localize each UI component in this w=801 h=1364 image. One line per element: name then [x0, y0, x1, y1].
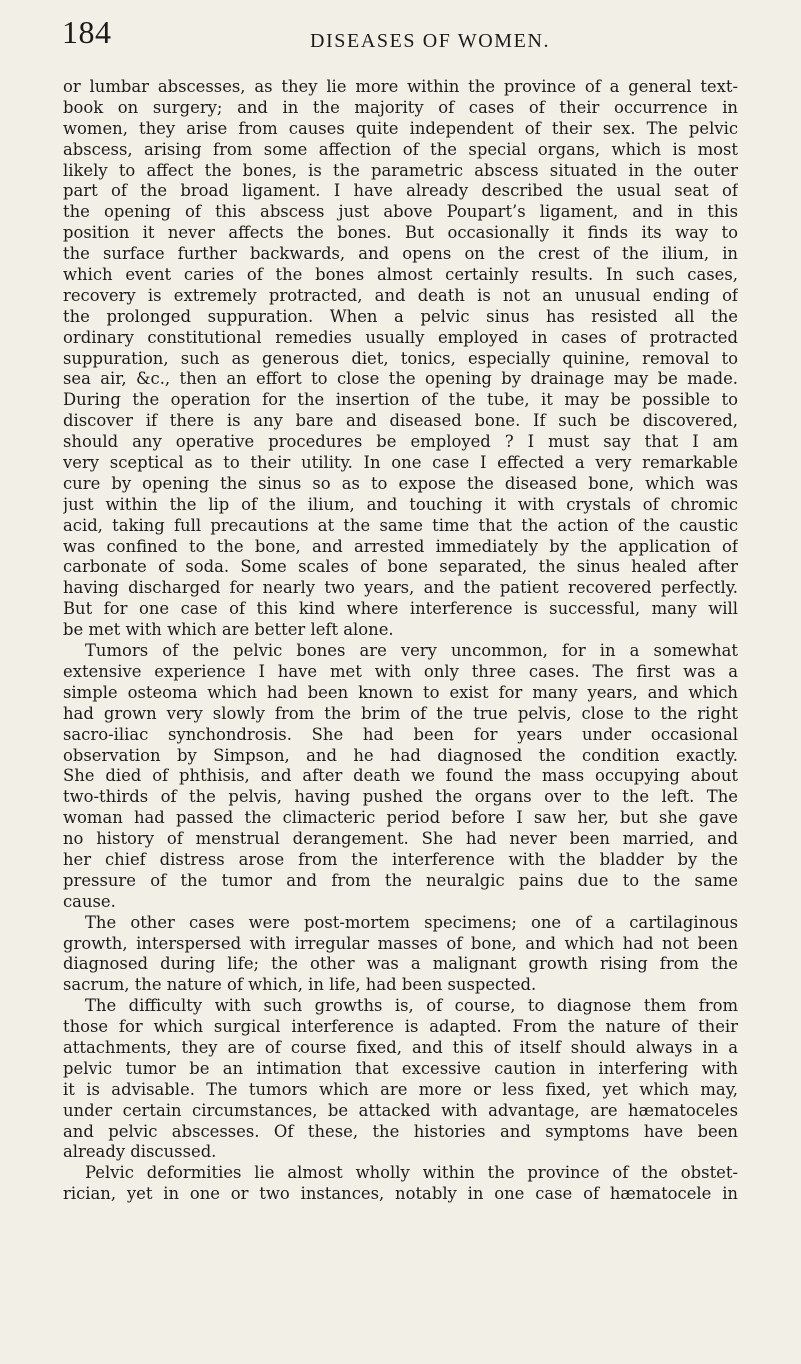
text-line: pressure of the tumor and from the neuralgic pains due to the same — [63, 870, 738, 890]
text-line: The difficulty with such growths is, of course, to diagnose them from — [85, 996, 738, 1016]
text-line: women, they arise from causes quite independent of their sex. The pelvic — [63, 118, 738, 138]
text-line: position it never affects the bones. But occasionally it finds its way to — [63, 223, 738, 243]
text-line: just within the lip of the ilium, and touching it with crystals of chromic — [63, 494, 738, 514]
text-line: had grown very slowly from the brim of the true pelvis, close to the right — [63, 703, 738, 723]
text-line: part of the broad ligament. I have already described the usual seat of — [63, 181, 738, 201]
text-line: She died of phthisis, and after death we found the mass occupying about — [63, 766, 738, 786]
text-line: recovery is extremely protracted, and death is not an unusual ending of — [63, 285, 738, 305]
text-line: cure by opening the sinus so as to expose the diseased bone, which was — [63, 473, 738, 493]
text-line: growth, interspersed with irregular masses of bone, and which had not been — [63, 933, 738, 953]
text-line: should any operative procedures be employed ? I must say that I am — [63, 432, 738, 452]
text-line: woman had passed the climacteric period before I saw her, but she gave — [63, 808, 738, 828]
text-line: or lumbar abscesses, as they lie more within the province of a general text- — [63, 77, 738, 96]
text-line: attachments, they are of course fixed, and this of itself should always in a — [63, 1037, 738, 1057]
text-line: the opening of this abscess just above Poupart’s ligament, and in this — [63, 202, 738, 222]
text-line: But for one case of this kind where interference is successful, many will — [63, 599, 738, 619]
text-line: sacrum, the nature of which, in life, had been suspected. — [63, 975, 537, 995]
text-line: acid, taking full precautions at the same time that the action of the caustic — [63, 515, 738, 535]
text-line: Tumors of the pelvic bones are very uncommon, for in a somewhat — [85, 641, 738, 661]
text-line: which event caries of the bones almost certainly results. In such cases, — [63, 265, 738, 285]
text-line: and pelvic abscesses. Of these, the histories and symptoms have been — [63, 1121, 738, 1141]
text-line: sacro-iliac synchondrosis. She had been for years under occasional — [63, 724, 738, 744]
body-text — [63, 77, 738, 1205]
text-line: already discussed. — [63, 1142, 217, 1162]
text-line: During the operation for the insertion of the tube, it may be possible to — [63, 390, 738, 410]
text-line: simple osteoma which had been known to exist for many years, and which — [63, 682, 738, 702]
text-line: no history of menstrual derangement. She had never been married, and — [63, 829, 738, 849]
text-line: rician, yet in one or two instances, notably in one case of hæmatocele in — [63, 1184, 738, 1204]
text-line: be met with which are better left alone. — [63, 620, 394, 640]
text-line: sea air, &c., then an effort to close the opening by drainage may be made. — [63, 369, 738, 389]
text-line: very sceptical as to their utility. In one case I effected a very remarkable — [63, 453, 738, 473]
text-line: the surface further backwards, and opens on the crest of the ilium, in — [63, 244, 738, 264]
text-line: cause. — [63, 891, 116, 911]
running-head: DISEASES OF WOMEN. — [310, 30, 551, 52]
text-line: extensive experience I have met with only three cases. The first was a — [63, 661, 738, 681]
text-line: likely to affect the bones, is the parametric abscess situated in the outer — [63, 160, 738, 180]
text-line: abscess, arising from some affection of the special organs, which is most — [63, 139, 738, 159]
text-line: observation by Simpson, and he had diagnosed the condition exactly. — [63, 745, 738, 765]
page-header — [62, 14, 742, 54]
text-line: diagnosed during life; the other was a malignant growth rising from the — [63, 954, 738, 974]
text-line: under certain circumstances, be attacked with advantage, are hæmatoceles — [63, 1100, 738, 1120]
text-line: her chief distress arose from the interference with the bladder by the — [63, 849, 738, 869]
text-line: the prolonged suppuration. When a pelvic sinus has resisted all the — [63, 306, 738, 326]
text-line: book on surgery; and in the majority of cases of their occurrence in — [63, 97, 738, 117]
text-line: suppuration, such as generous diet, tonics, especially quinine, removal to — [63, 348, 738, 368]
page-number: 184 — [62, 14, 112, 50]
text-line: having discharged for nearly two years, and the patient recovered perfectly. — [63, 578, 738, 598]
text-line: ordinary constitutional remedies usually employed in cases of protracted — [63, 327, 738, 347]
text-line: two-thirds of the pelvis, having pushed the organs over to the left. The — [63, 787, 738, 807]
text-line: discover if there is any bare and diseased bone. If such be discovered, — [63, 411, 738, 431]
text-line: Pelvic deformities lie almost wholly within the province of the obstet- — [85, 1163, 738, 1183]
text-line: pelvic tumor be an intimation that excessive caution in interfering with — [63, 1058, 738, 1078]
text-line: it is advisable. The tumors which are more or less fixed, yet which may, — [63, 1079, 738, 1099]
text-line: carbonate of soda. Some scales of bone separated, the sinus healed after — [63, 557, 738, 577]
text-line: those for which surgical interference is adapted. From the nature of their — [63, 1017, 738, 1037]
text-line: was confined to the bone, and arrested immediately by the application of — [63, 536, 738, 556]
text-line: The other cases were post-mortem specimens; one of a cartilaginous — [85, 912, 738, 932]
